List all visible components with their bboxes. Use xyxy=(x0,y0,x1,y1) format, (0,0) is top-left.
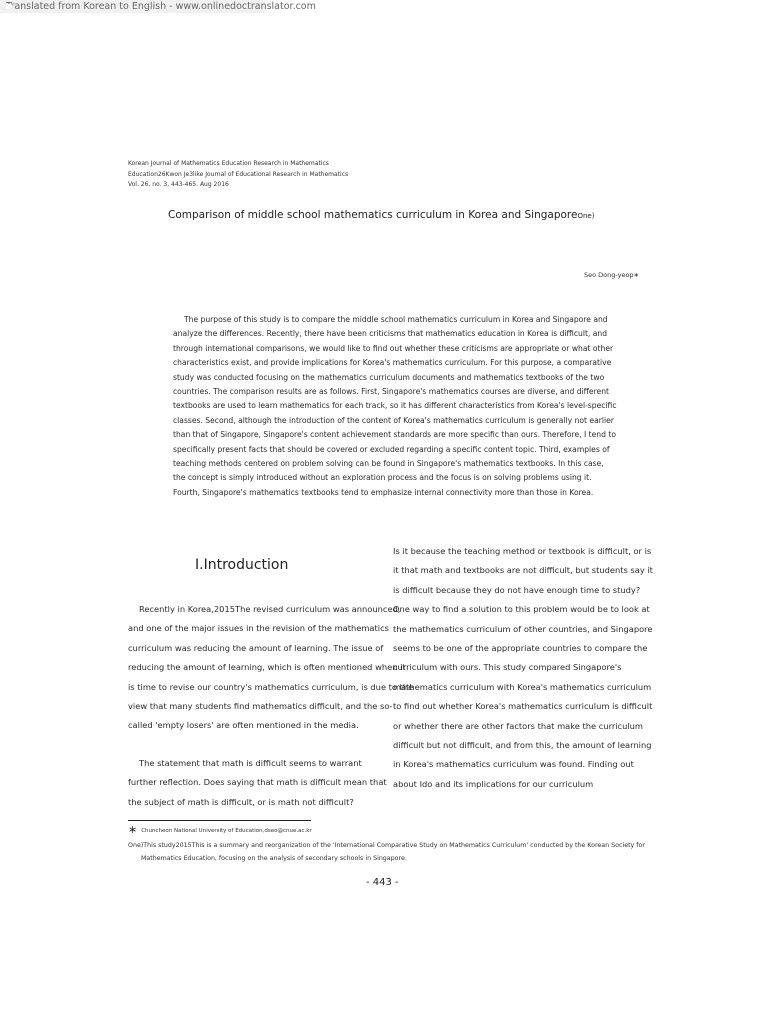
title-footnote-mark: One) xyxy=(577,212,595,220)
body-line: the subject of math is difficult, or is math not difficult? xyxy=(128,796,354,807)
body-line: called 'empty losers' are often mentioned in the media. xyxy=(128,720,359,731)
footnote-one xyxy=(128,840,645,865)
abstract-line: analyze the differences. Recently, there have been criticisms that mathematics education in Korea is difficult, and xyxy=(173,329,608,339)
page-number: - 443 - xyxy=(366,877,399,888)
body-line: curriculum with ours. This study compared Singapore's xyxy=(393,662,622,673)
translator-banner-text[interactable]: Translated from Korean to English - www.onlinedoctranslator.com xyxy=(6,1,316,12)
footnote-line: One)This study2015This is a summary and reorganization of the 'International Comparative Study on Mathematics Curriculum' conducted by the Korean Society for xyxy=(128,842,645,849)
footnote-line: Mathematics Education, focusing on the analysis of secondary schools in Singapore. xyxy=(141,854,407,862)
body-line: mathematics curriculum with Korea's mathematics curriculum xyxy=(393,681,652,692)
section-heading-introduction: I.Introduction xyxy=(195,557,289,573)
body-line: to find out whether Korea's mathematics curriculum is difficult xyxy=(393,701,653,712)
translator-banner[interactable] xyxy=(0,0,316,13)
body-line: Is it because the teaching method or textbook is difficult, or is xyxy=(393,546,652,556)
abstract-line: study was conducted focusing on the mathematics curriculum documents and mathematics textbooks of the two xyxy=(173,372,605,382)
body-line: in Korea's mathematics curriculum was found. Finding out xyxy=(393,759,634,770)
body-line: seems to be one of the appropriate countries to compare the xyxy=(393,643,648,654)
abstract-line: through international comparisons, we would like to find out whether these criticisms are appropriate or what other xyxy=(173,343,614,353)
body-line: further reflection. Does saying that math is difficult mean that xyxy=(128,777,387,788)
intro-paragraph-1 xyxy=(128,600,413,736)
intro-paragraph-right-column xyxy=(393,542,653,794)
body-line: the mathematics curriculum of other countries, and Singapore xyxy=(393,623,653,634)
footnote-star-symbol: ∗ xyxy=(128,823,138,836)
abstract-line: countries. The comparison results are as follows. First, Singapore's mathematics courses are diverse, and different xyxy=(173,387,609,397)
abstract-line: the concept is simply introduced without an exploration process and the focus is on solving problems using it. xyxy=(173,473,592,483)
body-line: The statement that math is difficult seems to warrant xyxy=(139,758,362,768)
author-name: Seo Dong-yeop∗ xyxy=(583,271,639,279)
body-line: is difficult because they do not have enough time to study? xyxy=(393,584,641,595)
journal-header-line: Education26Kwon Je3like Journal of Educational Research in Mathematics xyxy=(128,170,349,178)
body-line: and one of the major issues in the revision of the mathematics xyxy=(128,623,389,634)
paper-title xyxy=(168,209,594,221)
intro-paragraph-2 xyxy=(128,754,387,812)
journal-volume-line: Vol. 26, no. 3, 443-465. Aug 2016 xyxy=(128,181,229,188)
abstract-line: specifically present facts that should be covered or excluded regarding a specific content topic. Third, examples of xyxy=(173,444,610,454)
body-line: Recently in Korea,2015The revised curriculum was announced, xyxy=(139,604,401,614)
footnote-author xyxy=(128,825,312,834)
body-line: or whether there are other factors that make the curriculum xyxy=(393,720,644,731)
body-line: is time to revise our country's mathematics curriculum, is due to the xyxy=(128,681,414,692)
footnote-author-text: Chuncheon National University of Education,dseo@cnue.ac.kr xyxy=(141,828,312,834)
abstract-line: teaching methods centered on problem solving can be found in Singapore's mathematics textbooks. In this case, xyxy=(173,459,604,469)
paper-title-text: Comparison of middle school mathematics curriculum in Korea and Singapore xyxy=(168,209,578,221)
abstract-line: The purpose of this study is to compare the middle school mathematics curriculum in Korea and Singapore and xyxy=(184,315,608,324)
body-line: difficult but not difficult, and from this, the amount of learning xyxy=(393,740,652,751)
body-line: view that many students find mathematics difficult, and the so- xyxy=(128,701,393,712)
abstract-line: Fourth, Singapore's mathematics textbooks tend to emphasize internal connectivity more than those in Korea. xyxy=(173,487,594,497)
footnote-divider xyxy=(128,820,311,821)
body-line: about Ido and its implications for our curriculum xyxy=(393,778,594,789)
body-line: reducing the amount of learning, which is often mentioned when it xyxy=(128,662,406,673)
journal-header-line: Korean Journal of Mathematics Education Research in Mathematics xyxy=(128,160,329,167)
abstract-line: than that of Singapore, Singapore's content achievement standards are more specific than ours. Therefore, I tend to xyxy=(173,430,616,440)
abstract-line: characteristics exist, and provide implications for Korea's mathematics curriculum. For this purpose, a comparative xyxy=(173,358,612,368)
body-line: curriculum was reducing the amount of learning. The issue of xyxy=(128,642,384,653)
body-line: One way to find a solution to this problem would be to look at xyxy=(393,604,650,615)
abstract-line: textbooks are used to learn mathematics for each track, so it has different characteristics from Korea's level-specific xyxy=(173,401,617,411)
abstract xyxy=(173,313,617,500)
abstract-line: classes. Second, although the introduction of the content of Korea's mathematics curriculum is generally not earlier xyxy=(173,415,614,425)
body-line: it that math and textbooks are not difficult, but students say it xyxy=(393,565,653,576)
journal-header xyxy=(128,159,348,191)
